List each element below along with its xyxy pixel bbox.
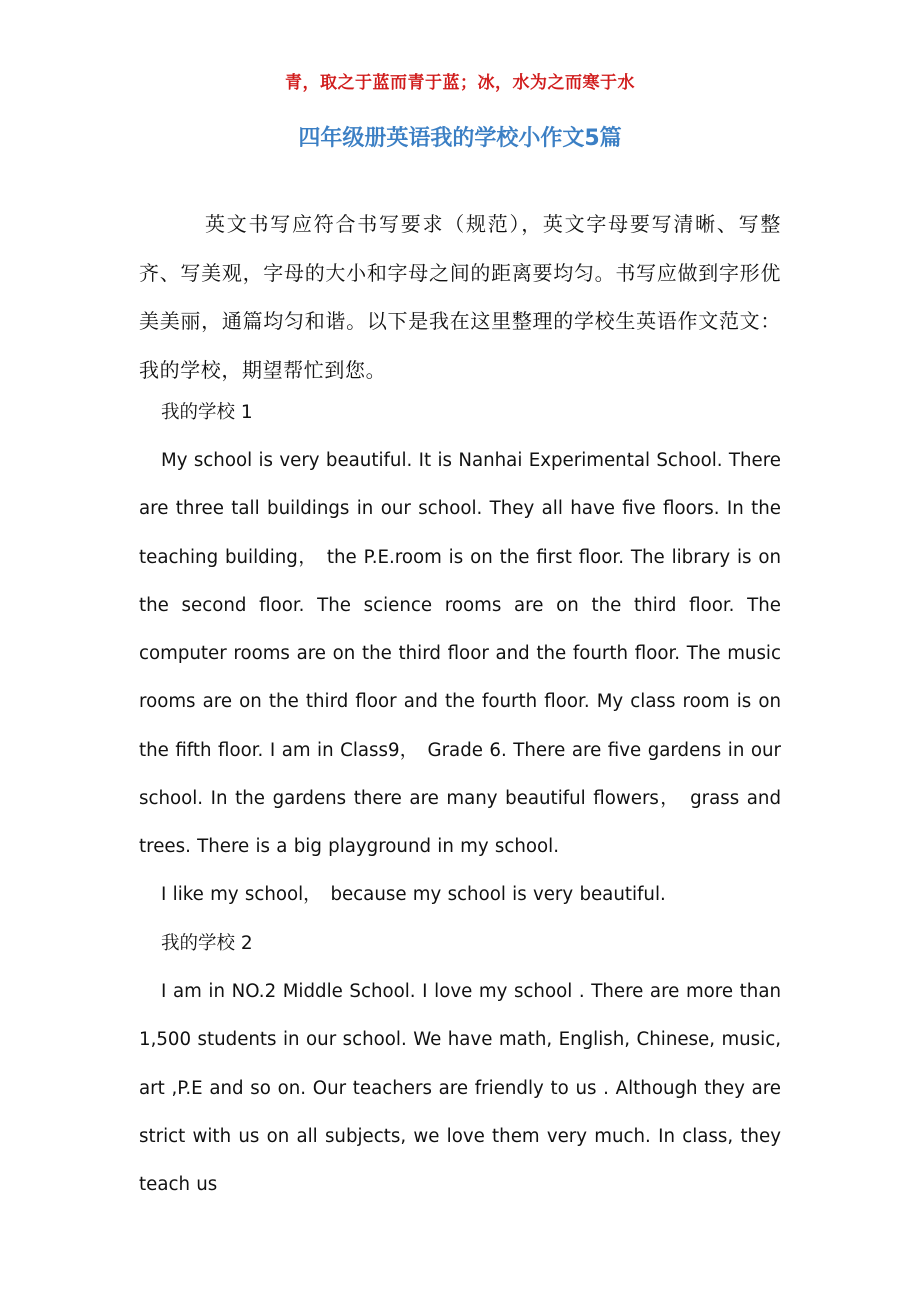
essay-2-heading: 我的学校 2 — [161, 933, 253, 954]
essay-1-paragraph-1: My school is very beautiful. It is Nanhai Experimental School. There are three tall buildings in our school. They all have five floors. In the teaching building， the P.E.room is on the first floor. The library is on the second floor. The science rooms are on the third floor. The computer rooms are on the third floor and the fourth floor. The music rooms are on the third floor and the fourth floor. My class room is on the fifth floor. I am in Class9， Grade 6. There are five gardens in our school. In the gardens there are many beautiful flowers， grass and trees. There is a big playground in my school. — [139, 450, 781, 858]
page-title: 四年级册英语我的学校小作文5篇 — [298, 126, 622, 151]
intro-paragraph: 英文书写应符合书写要求（规范），英文字母要写清晰、写整齐、写美观，字母的大小和字母之间的距离要均匀。书写应做到字形优美美丽，通篇均匀和谐。以下是我在这里整理的学校生英语作文范文：我的学校，期望帮忙到您。 — [139, 212, 781, 382]
header-motto: 青，取之于蓝而青于蓝；冰，水为之而寒于水 — [285, 73, 635, 93]
essay-1-paragraph-2: I like my school， because my school is very beautiful. — [161, 884, 666, 905]
essay-2-paragraph-1: I am in NO.2 Middle School. I love my school . There are more than 1,500 students in our school. We have math, English, Chinese, music, art ,P.E and so on. Our teachers are friendly to us . Although they are strict with us on all subjects, we love them very much. In class, they teach us — [139, 981, 781, 1196]
essay-1-heading: 我的学校 1 — [161, 402, 253, 423]
